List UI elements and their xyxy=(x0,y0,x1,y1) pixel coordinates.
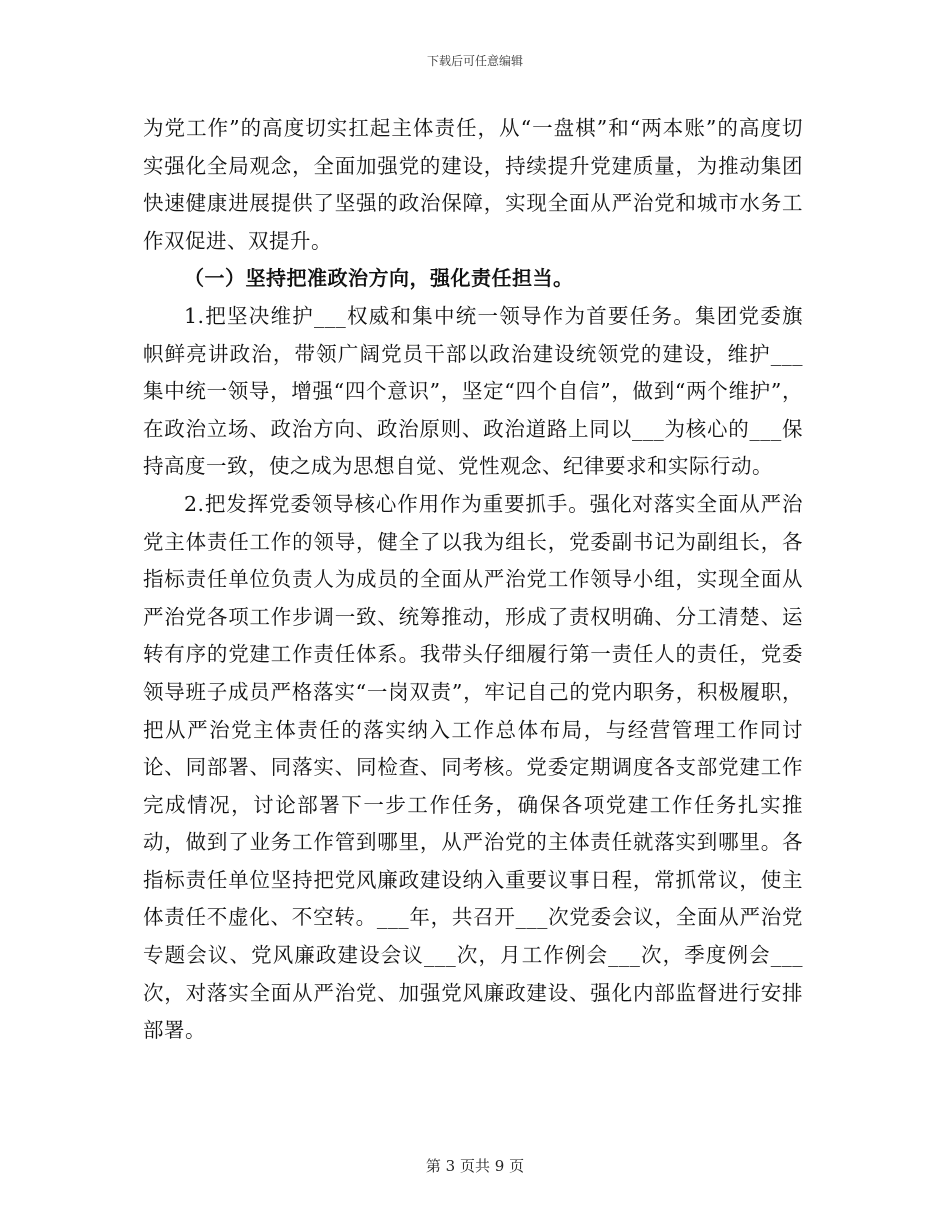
paragraph-item-1: 1.把坚决维护___权威和集中统一领导作为首要任务。集团党委旗帜鲜亮讲政治，带领广阔党员干部以政治建设统领党的建设，维护___集中统一领导，增强“四个意识”，坚定“四个自信”，做到“两个维护”，在政治立场、政治方向、政治原则、政治道路上同以___为核心的___保持高度一致，使之成为思想自觉、党性观念、纪律要求和实际行动。 xyxy=(143,303,803,479)
paragraph-continuation: 为党工作”的高度切实扛起主体责任，从“一盘棋”和“两本账”的高度切实强化全局观念，全面加强党的建设，持续提升党建质量，为推动集团快速健康进展提供了坚强的政治保障，实现全面从严治党和城市水务工作双促进、双提升。 xyxy=(143,116,803,253)
section-heading: （一）坚持把准政治方向，强化责任担当。 xyxy=(184,266,574,291)
page-number: 第 3 页共 9 页 xyxy=(425,1157,525,1175)
paragraph-item-2: 2.把发挥党委领导核心作用作为重要抓手。强化对落实全面从严治党主体责任工作的领导，健全了以我为组长，党委副书记为副组长，各指标责任单位负责人为成员的全面从严治党工作领导小组，实现全面从严治党各项工作步调一致、统筹推动，形成了责权明确、分工清楚、运转有序的党建工作责任体系。我带头仔细履行第一责任人的责任，党委领导班子成员严格落实“一岗双责”，牢记自己的党内职务，积极履职，把从严治党主体责任的落实纳入工作总体布局，与经营管理工作同讨论、同部署、同落实、同检查、同考核。党委定期调度各支部党建工作完成情况，讨论部署下一步工作任务，确保各项党建工作任务扎实推动，做到了业务工作管到哪里，从严治党的主体责任就落实到哪里。各指标责任单位坚持把党风廉政建设纳入重要议事日程，常抓常议，使主体责任不虚化、不空转。___年，共召开___次党委会议，全面从严治党专题会议、党风廉政建设会议___次，月工作例会___次，季度例会___次，对落实全面从严治党、加强党风廉政建设、强化内部监督进行安排部署。 xyxy=(143,491,803,1043)
document-body xyxy=(143,110,803,1050)
page-header-note: 下载后可任意编辑 xyxy=(426,54,523,68)
